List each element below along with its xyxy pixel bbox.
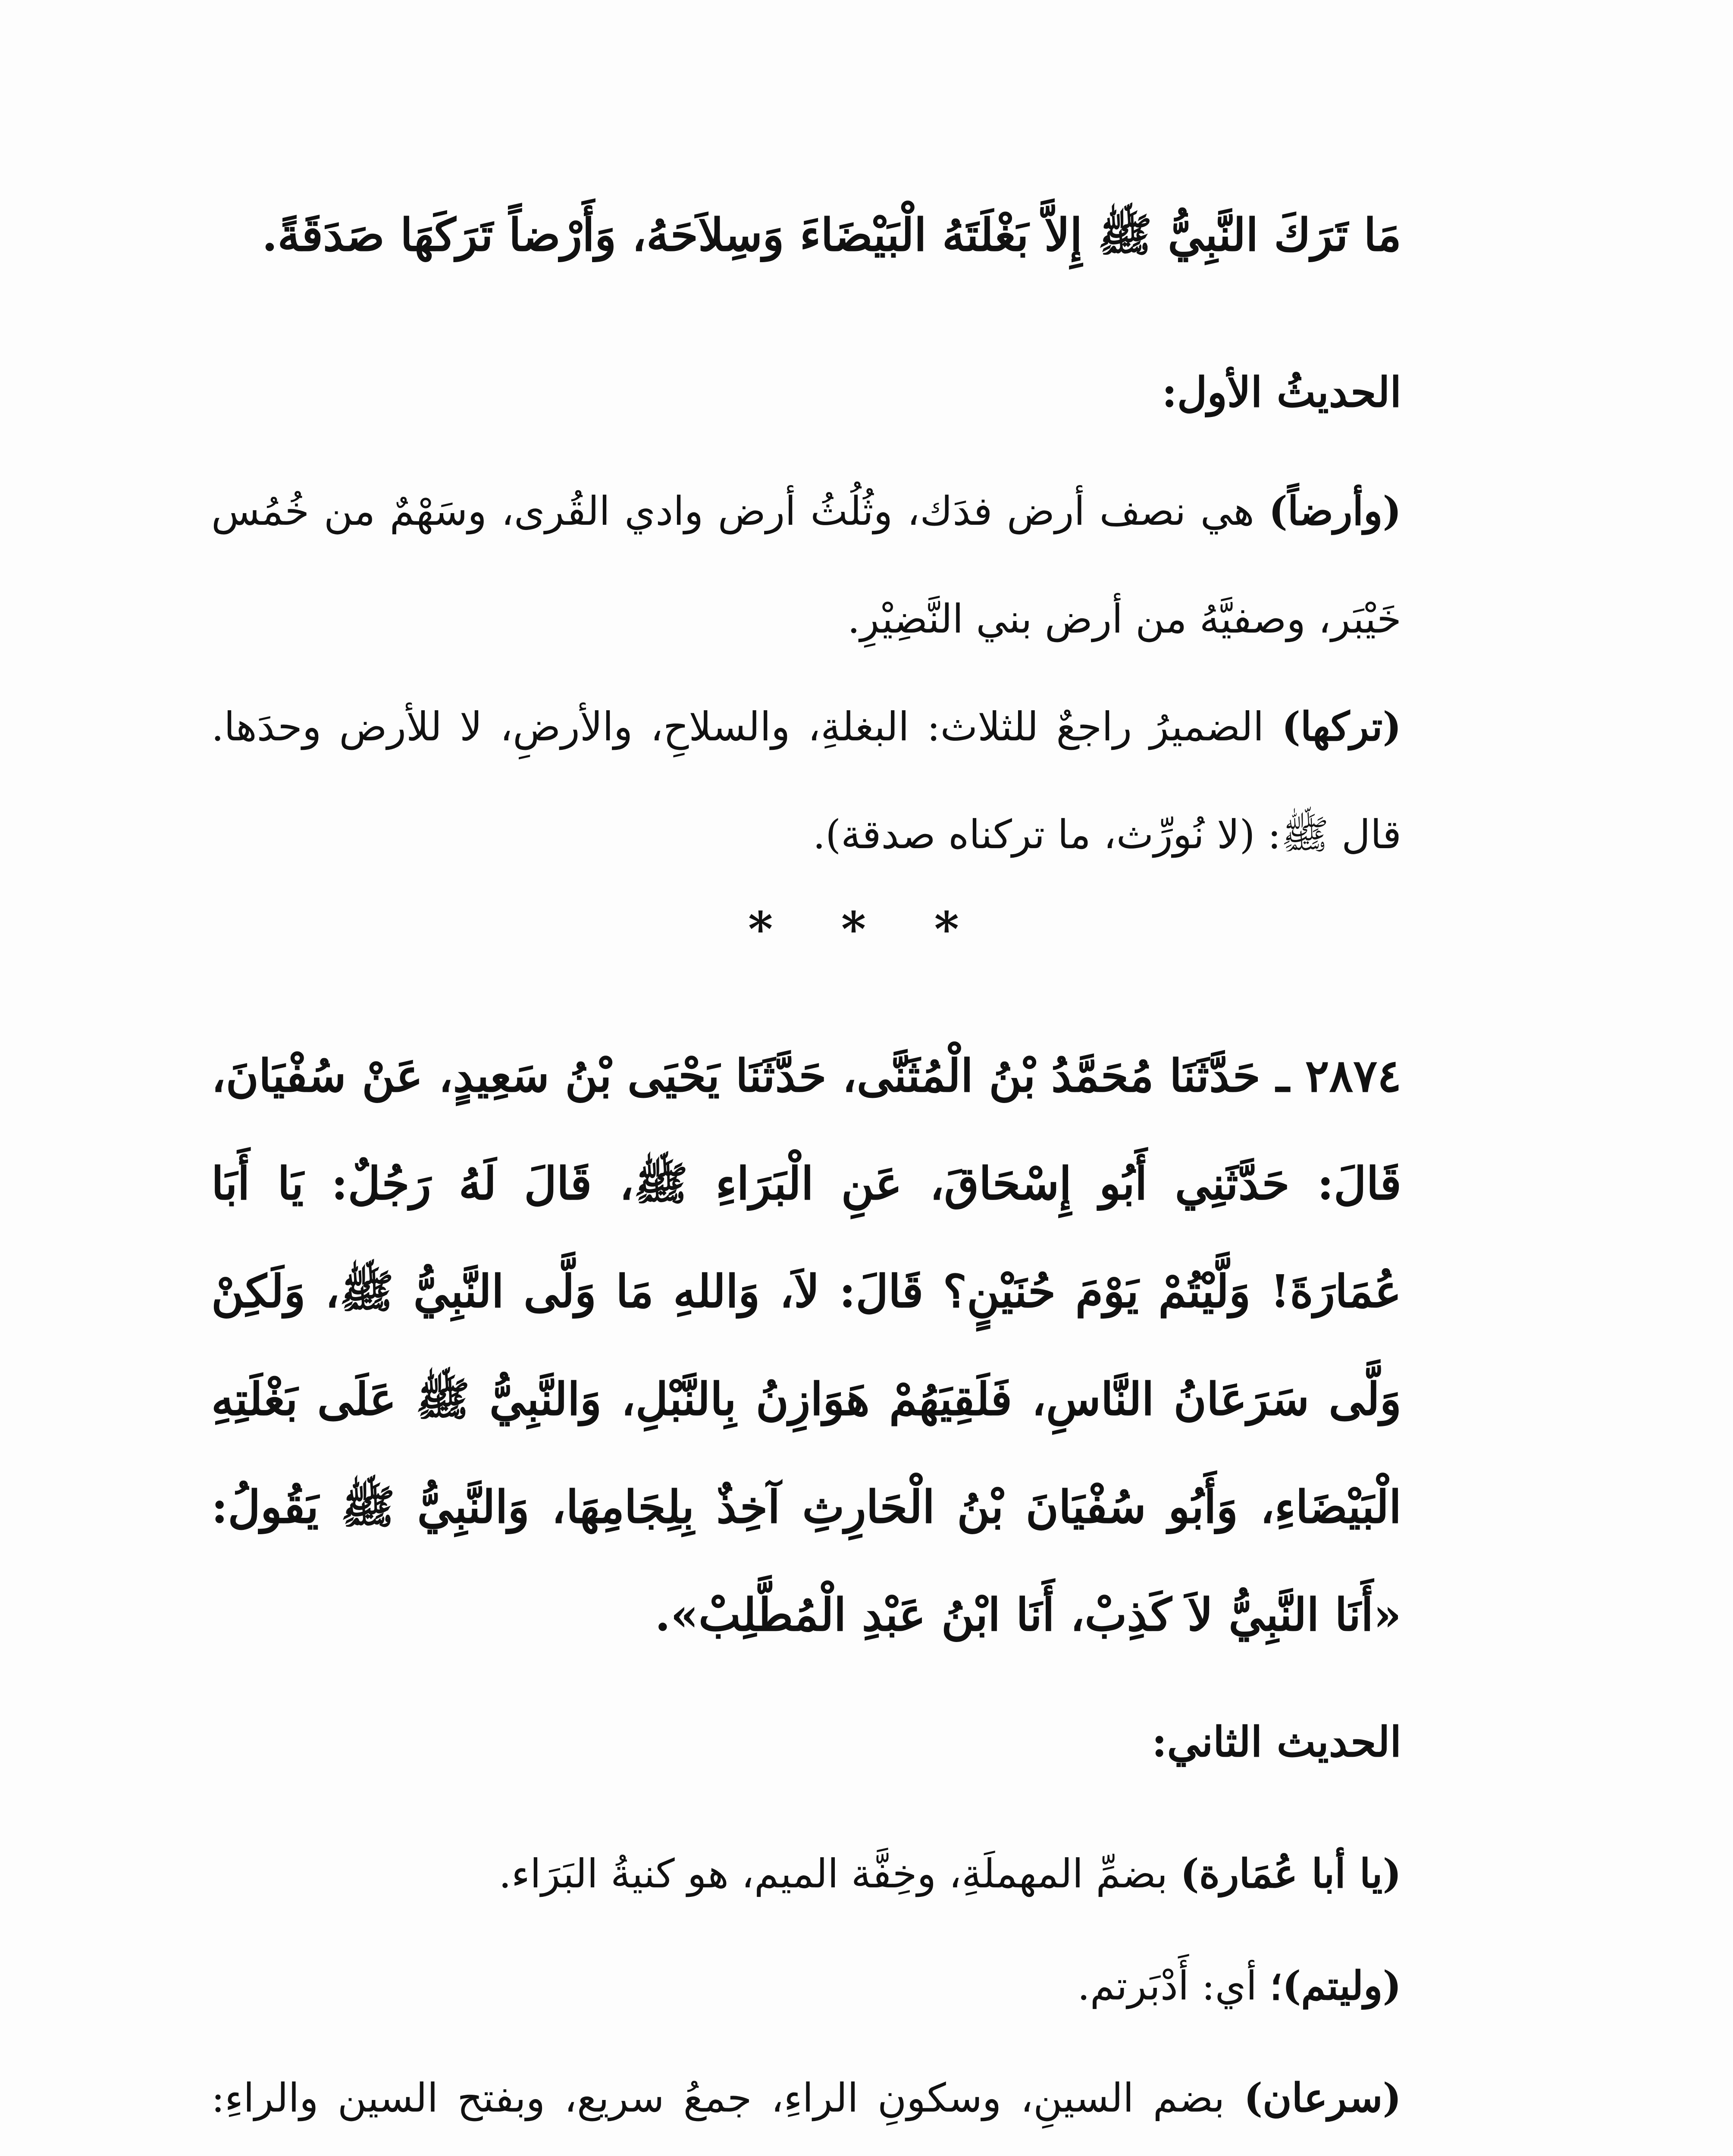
note-text: بضمِّ المهملَةِ، وخِفَّة الميم، هو كنيةُ البَرَاء. (498, 1851, 1181, 1897)
note-text: الضميرُ راجعٌ للثلاث: البغلةِ، والسلاحِ، والأرضِ، لا للأرض وحدَها. قال ﷺ: (لا نُورِّث، ما تركناه صدقة). (211, 704, 1401, 858)
note-term: (سرعان) (1244, 2075, 1401, 2121)
note-term: (وليتم)؛ (1269, 1962, 1401, 2009)
section2-heading: الحديث الثاني: (1152, 1717, 1401, 1766)
note-term: (يا أبا عُمَارة) (1180, 1850, 1401, 1897)
note-term: (تركها) (1282, 703, 1401, 750)
section1-note-1 (211, 457, 1401, 673)
top-hadith-text: مَا تَرَكَ النَّبِيُّ ﷺ إِلاَّ بَغْلَتَهُ الْبَيْضَاءَ وَسِلاَحَهُ، وَأَرْضاً تَرَكَهَا صَدَقَةً. (262, 208, 1401, 261)
note-text: أي: أَدْبَرتم. (1077, 1963, 1270, 2009)
section2-note-2 (211, 1932, 1401, 2040)
note-term: (وأرضاً) (1269, 488, 1401, 534)
section2-note-3 (211, 2044, 1401, 2156)
hadith-2874-text: ٢٨٧٤ ـ حَدَّثَنَا مُحَمَّدُ بْنُ الْمُثَنَّى، حَدَّثَنَا يَحْيَى بْنُ سَعِيدٍ، عَنْ سُفْيَانَ، قَالَ: حَدَّثَنِي أَبُو إِسْحَاقَ، عَنِ الْبَرَاءِ ﷺ، قَالَ لَهُ رَجُلٌ: يَا أَبَا عُمَارَةَ! وَلَّيْتُمْ يَوْمَ حُنَيْنٍ؟ قَالَ: لاَ، وَاللهِ مَا وَلَّى النَّبِيُّ ﷺ، وَلَكِنْ وَلَّى سَرَعَانُ النَّاسِ، فَلَقِيَهُمْ هَوَازِنُ بِالنَّبْلِ، وَالنَّبِيُّ ﷺ عَلَى بَغْلَتِهِ الْبَيْضَاءِ، وَأَبُو سُفْيَانَ بْنُ الْحَارِثِ آخِذٌ بِلِجَامِهَا، وَالنَّبِيُّ ﷺ يَقُولُ: «أَنَا النَّبِيُّ لاَ كَذِبْ، أَنَا ابْنُ عَبْدِ الْمُطَّلِبْ». (211, 1049, 1401, 1641)
note-text: هي نصف أرض فدَك، وثُلُثُ أرض وادي القُرى، وسَهْمٌ من خُمُس خَيْبَر، وصفيَّهُ من أرض بني النَّضِيْرِ. (211, 488, 1401, 642)
note-text: بضم السينِ، وسكونِ الراءِ، جمعُ سريع، وبفتح السين والراءِ: (211, 2075, 1225, 2121)
section1-note-2 (211, 673, 1401, 889)
section2-note-1 (211, 1820, 1401, 1928)
section1-heading: الحديثُ الأول: (1162, 368, 1401, 417)
section-separator: * * * (748, 901, 985, 957)
